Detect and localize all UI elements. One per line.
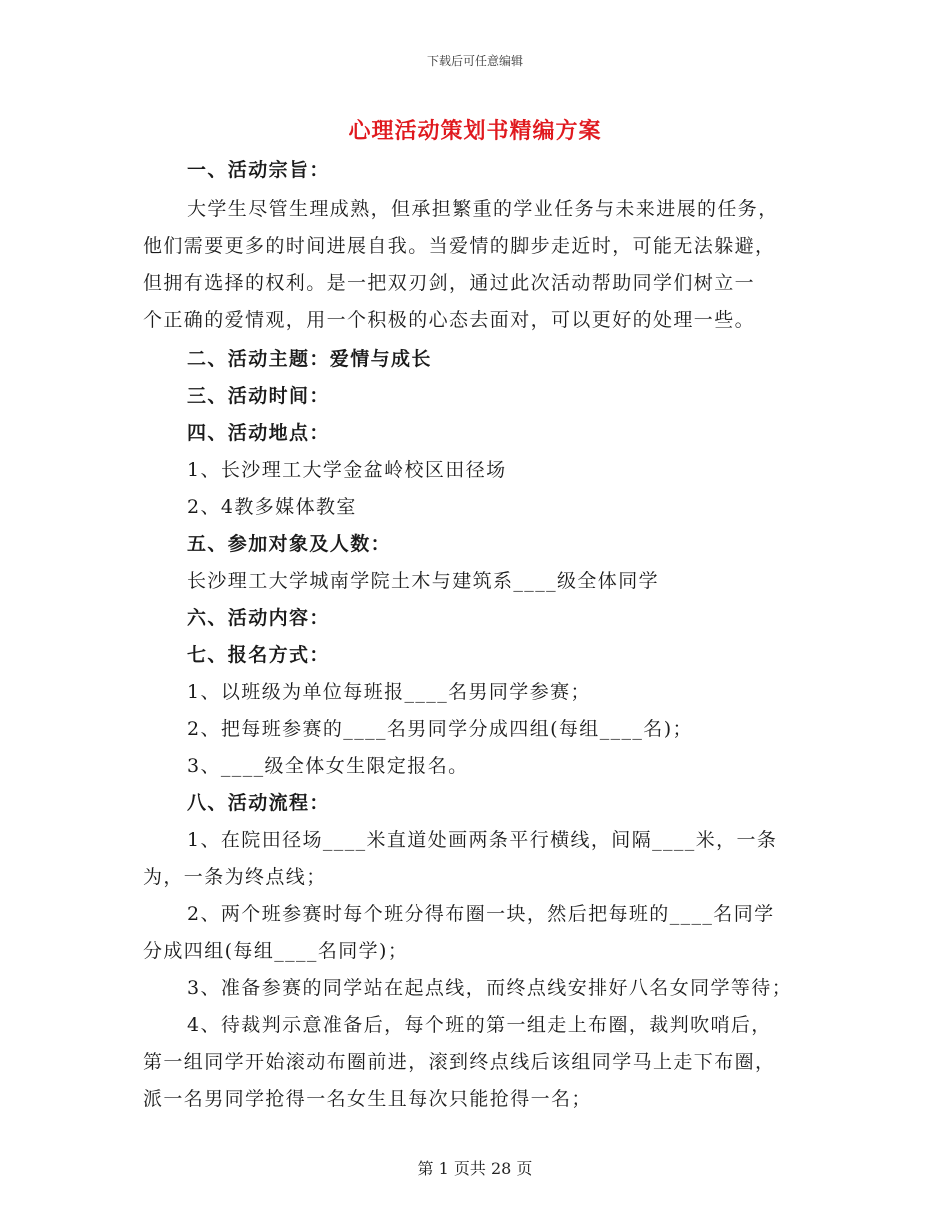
list-item: 2、把每班参赛的____名男同学分成四组(每组____名)； [187, 718, 693, 740]
paragraph-line: 他们需要更多的时间进展自我。当爱情的脚步走近时，可能无法躲避， [143, 235, 776, 257]
paragraph-line: 第一组同学开始滚动布圈前进，滚到终点线后该组同学马上走下布圈， [143, 1051, 776, 1073]
document-title: 心理活动策划书精编方案 [348, 118, 602, 144]
list-item: 3、____级全体女生限定报名。 [187, 755, 469, 777]
paragraph-line: 派一名男同学抢得一名女生且每次只能抢得一名； [143, 1088, 592, 1110]
section-heading-7: 七、报名方式： [187, 644, 330, 666]
section-heading-5: 五、参加对象及人数： [187, 533, 392, 555]
list-item: 2、两个班参赛时每个班分得布圈一块，然后把每班的____名同学 [187, 903, 775, 925]
page-footer-number: 第 1 页共 28 页 [417, 1159, 533, 1178]
paragraph-line: 长沙理工大学城南学院土木与建筑系____级全体同学 [187, 570, 660, 592]
list-item: 3、准备参赛的同学站在起点线，而终点线安排好八名女同学等待； [187, 977, 793, 999]
list-item: 2、4教多媒体教室 [187, 496, 357, 518]
list-item: 1、在院田径场____米直道处画两条平行横线，间隔____米，一条 [187, 829, 778, 851]
section-heading-6: 六、活动内容： [187, 607, 330, 629]
section-heading-1: 一、活动宗旨： [187, 159, 330, 181]
paragraph-line: 但拥有选择的权利。是一把双刃剑，通过此次活动帮助同学们树立一 [143, 272, 756, 294]
section-heading-8: 八、活动流程： [187, 792, 330, 814]
paragraph-line: 为，一条为终点线； [143, 866, 327, 888]
list-item: 1、以班级为单位每班报____名男同学参赛； [187, 681, 591, 703]
list-item: 4、待裁判示意准备后，每个班的第一组走上布圈，裁判吹哨后， [187, 1014, 772, 1036]
paragraph-line: 个正确的爱情观，用一个积极的心态去面对，可以更好的处理一些。 [143, 309, 756, 331]
list-item: 1、长沙理工大学金盆岭校区田径场 [187, 459, 507, 481]
section-heading-2: 二、活动主题：爱情与成长 [187, 348, 432, 370]
page-header-note: 下载后可任意编辑 [426, 54, 523, 68]
section-heading-4: 四、活动地点： [187, 422, 330, 444]
paragraph-line: 分成四组(每组____名同学)； [143, 940, 409, 962]
paragraph-line: 大学生尽管生理成熟，但承担繁重的学业任务与未来进展的任务， [187, 198, 779, 220]
section-heading-3: 三、活动时间： [187, 385, 330, 407]
